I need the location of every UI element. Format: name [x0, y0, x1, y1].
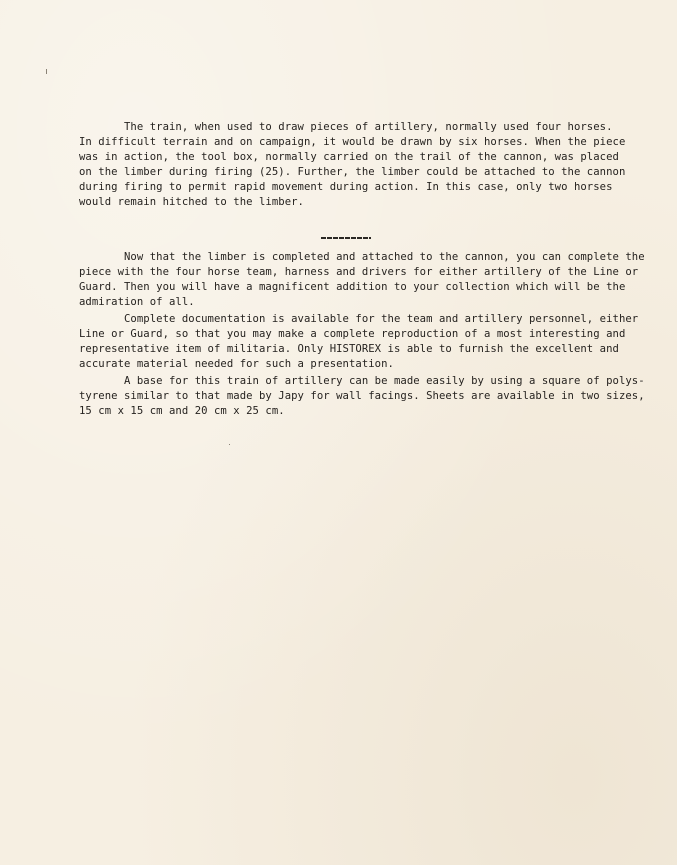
text-line: Guard. Then you will have a magnificent addition to your collection which will be the — [79, 281, 626, 293]
text-line: Line or Guard, so that you may make a complete reproduction of a most interesting and — [79, 328, 626, 340]
text-line: Now that the limber is completed and attached to the cannon, you can complete the — [79, 251, 645, 263]
text-line: Complete documentation is available for the team and artillery personnel, either — [79, 313, 639, 325]
text-line: In difficult terrain and on campaign, it would be drawn by six horses. When the piece — [79, 136, 626, 148]
text-line: piece with the four horse team, harness and drivers for either artillery of the Line or — [79, 266, 639, 278]
section-separator — [321, 237, 371, 239]
text-line: would remain hitched to the limber. — [79, 196, 304, 208]
text-line: on the limber during firing (25). Further, the limber could be attached to the cannon — [79, 166, 626, 178]
text-line: representative item of militaria. Only HISTOREX is able to furnish the excellent and — [79, 343, 619, 355]
text-line: 15 cm x 15 cm and 20 cm x 25 cm. — [79, 405, 285, 417]
text-line: accurate material needed for such a presentation. — [79, 358, 394, 370]
paper-speck — [229, 444, 230, 445]
paper-speck — [46, 69, 47, 74]
text-line: admiration of all. — [79, 296, 195, 308]
text-line: A base for this train of artillery can be made easily by using a square of polys- — [79, 375, 645, 387]
text-line: tyrene similar to that made by Japy for wall facings. Sheets are available in two sizes, — [79, 390, 645, 402]
text-line: during firing to permit rapid movement during action. In this case, only two horses — [79, 181, 613, 193]
text-line: was in action, the tool box, normally carried on the trail of the cannon, was placed — [79, 151, 619, 163]
text-line: The train, when used to draw pieces of artillery, normally used four horses. — [79, 121, 613, 133]
